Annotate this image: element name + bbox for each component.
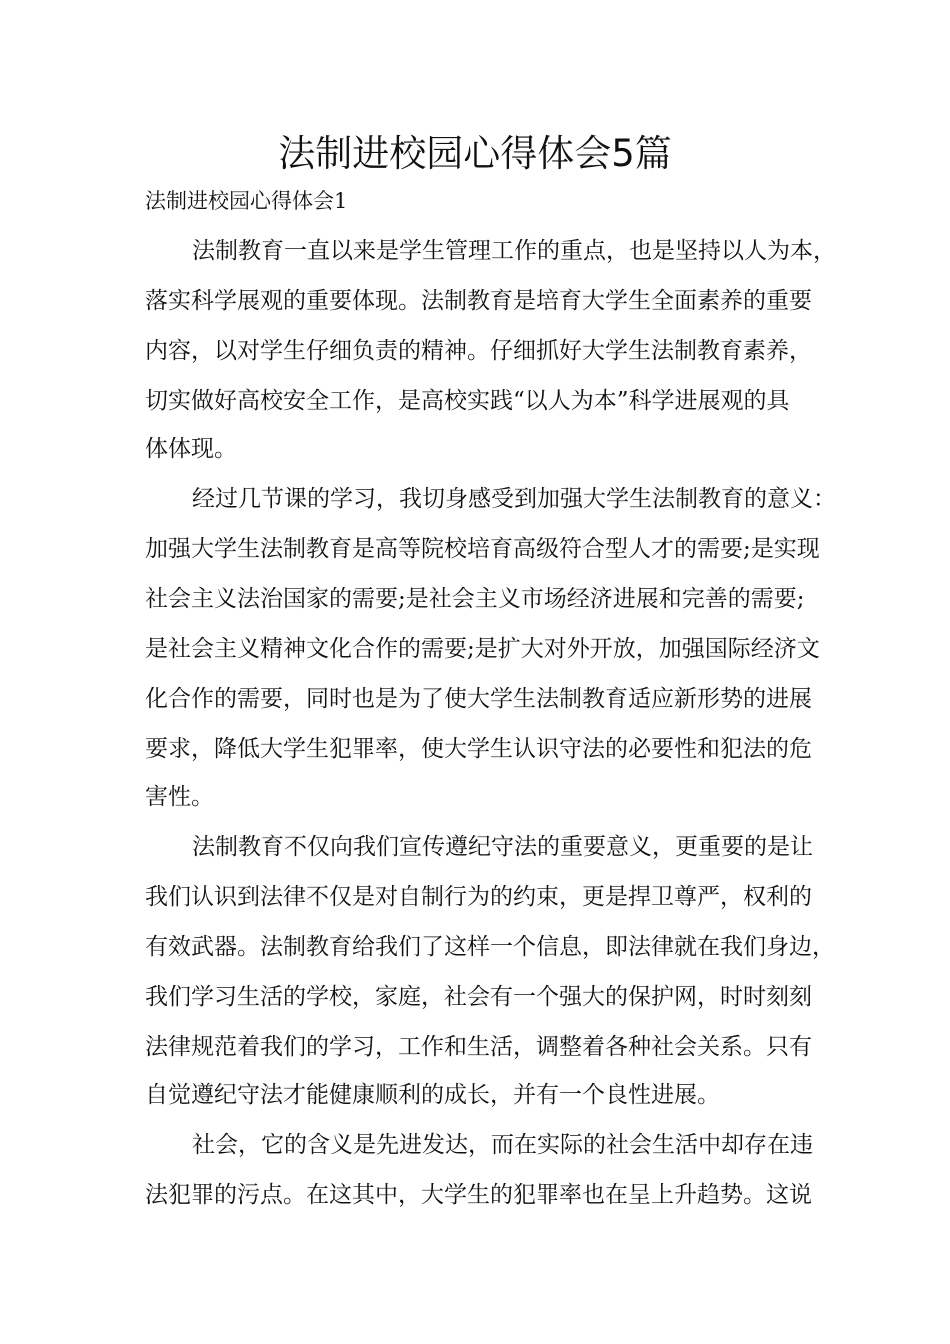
paragraph-3-line-4: 我们学习生活的学校，家庭，社会有一个强大的保护网，时时刻刻: [145, 984, 812, 1010]
document-title: 法制进校园心得体会5篇: [278, 132, 672, 175]
paragraph-4-line-2: 法犯罪的污点。在这其中，大学生的犯罪率也在呈上升趋势。这说: [145, 1182, 812, 1208]
section-heading: 法制进校园心得体会1: [145, 189, 348, 213]
paragraph-1-line-4: 切实做好高校安全工作，是高校实践“以人为本”科学进展观的具: [145, 388, 790, 414]
paragraph-2-line-6: 要求，降低大学生犯罪率，使大学生认识守法的必要性和犯法的危: [145, 736, 812, 762]
paragraph-2-line-1: 经过几节课的学习，我切身感受到加强大学生法制教育的意义：: [192, 486, 836, 512]
paragraph-3-line-6: 自觉遵纪守法才能健康顺利的成长，并有一个良性进展。: [145, 1082, 720, 1108]
paragraph-2-line-7: 害性。: [145, 784, 214, 810]
paragraph-2-line-2: 加强大学生法制教育是高等院校培育高级符合型人才的需要;是实现: [145, 536, 820, 562]
paragraph-4-line-1: 社会，它的含义是先进发达，而在实际的社会生活中却存在违: [192, 1132, 813, 1158]
paragraph-3-line-2: 我们认识到法律不仅是对自制行为的约束，更是捍卫尊严，权利的: [145, 884, 812, 910]
paragraph-2-line-4: 是社会主义精神文化合作的需要;是扩大对外开放，加强国际经济文: [145, 636, 820, 662]
paragraph-2-line-3: 社会主义法治国家的需要;是社会主义市场经济进展和完善的需要;: [145, 586, 805, 612]
paragraph-1-line-3: 内容，以对学生仔细负责的精神。仔细抓好大学生法制教育素养，: [145, 338, 812, 364]
paragraph-1-line-1: 法制教育一直以来是学生管理工作的重点，也是坚持以人为本，: [192, 238, 836, 264]
paragraph-1-line-5: 体体现。: [145, 436, 237, 462]
paragraph-3-line-3: 有效武器。法制教育给我们了这样一个信息，即法律就在我们身边，: [145, 934, 835, 960]
paragraph-3-line-5: 法律规范着我们的学习，工作和生活，调整着各种社会关系。只有: [145, 1034, 812, 1060]
paragraph-2-line-5: 化合作的需要，同时也是为了使大学生法制教育适应新形势的进展: [145, 686, 812, 712]
paragraph-1-line-2: 落实科学展观的重要体现。法制教育是培育大学生全面素养的重要: [145, 288, 812, 314]
paragraph-3-line-1: 法制教育不仅向我们宣传遵纪守法的重要意义，更重要的是让: [192, 834, 813, 860]
